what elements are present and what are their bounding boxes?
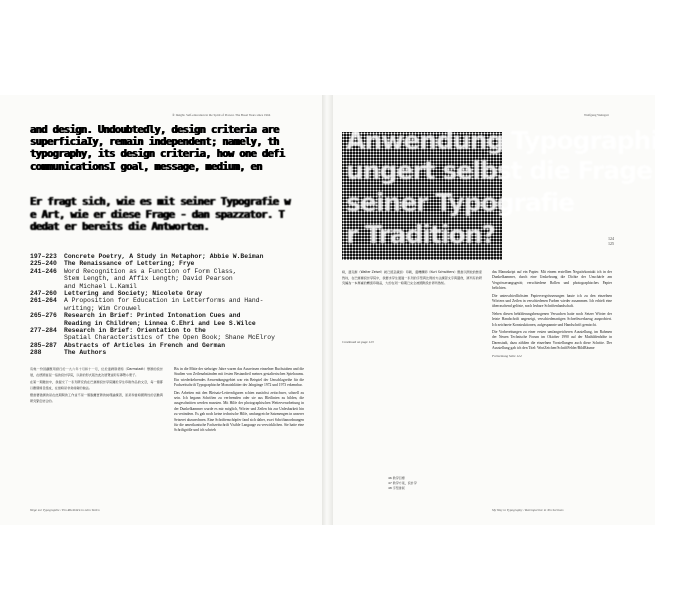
paragraph: 時，溫克爾（Walter Zeisel）就已經意識到：印刷，還機構師（Kurt Schwitters）應當以開放的態度對待，在巴塞爾設計學院中，我要求學生通過一系列的字型與比例的方法練習文字與圖像，將所有的研究編為一本厚重的精裝印刷品，大約在同一時期已完全被國際設計界所熟知。	[342, 270, 482, 285]
right-german-column	[492, 270, 612, 361]
paragraph: Das Arbeiten mit den Bleisatz-Letternfiguren schien zunächst zeitschwer, schnell zu sein. Ich begann Schriften zu verfremden oder sie aus Bleilinien zu bilden, die ausgeschnitten werden mussten. Mit Hilfe der photographischen Weiterverarbeitung in der Dunkelkammer wurde es mir möglich, Wörter und Zeilen bis zur Unlesbarkeit hin zu verändern. Es gab noch keine technische Hilfe, umfangreiche Satzmengen in unserer Setzerei abzurechnen. Eine Schriftenschöpfer fand sich daher, zwei Schriftanordnungen für die amerikanische Fachzeitschrift Visible Language zu verwirklichen. Sie hatte eine Schriftgröße und ich schrieb	[174, 390, 304, 433]
toc-row	[30, 283, 320, 290]
toc-row	[30, 253, 320, 260]
toc-row	[30, 327, 320, 334]
toc-text: writing; Wim Crouwel	[64, 304, 141, 312]
pixel-line: e Art, wie er diese Frage - dan spazzator. T	[30, 208, 285, 221]
toc-pages	[30, 305, 64, 312]
toc-text: Abstracts of Articles in French and German	[64, 341, 226, 349]
toc-row	[30, 312, 320, 319]
toc-text: Research in Brief: Orientation to the	[64, 327, 206, 335]
toc-text: Lettering and Society; Nicolete Gray	[64, 290, 203, 298]
toc-pages: 265–276	[30, 312, 57, 320]
page-number: 125	[608, 241, 614, 246]
toc-text: Research in Brief: Printed Intonation Cues and	[64, 312, 241, 320]
toc-pages: 241–246	[30, 267, 57, 275]
pixelated-english-text	[30, 124, 320, 173]
halftone-line: seiner Typografie	[346, 188, 575, 217]
toc-text: Reading in Children; Linnea C.Ehri and Lee S.Wilce	[64, 319, 256, 327]
toc-row	[30, 334, 320, 341]
toc-pages: 197–223	[30, 253, 57, 260]
paragraph: Die Vorbereitungen zu einer ersten umfangreicheren Ausstellung, im Rahmen der Neuen Technische Forum im Oktober 1990 auf der Mathildenhöhe in Darmstadt, dazu zählten die einzelnen Vorstellungen auch diese Schritte. Der Ausstellung gab ich den Titel: WortZeichen/SchriftFelder/BildRäume	[492, 330, 612, 351]
right-chinese-column	[342, 270, 482, 289]
side-page-numbers	[608, 236, 614, 246]
book-gutter	[322, 95, 333, 525]
paragraph: 應當要強調的是在此期間的工作並不是一個脫離實際的純理論練習，而是和當時國際性的活動與研究緊密結合的。	[30, 393, 163, 403]
toc-row	[30, 290, 320, 297]
pixelated-german-text	[30, 196, 320, 234]
note: 47 教學方案，設計學	[388, 481, 417, 485]
toc-row	[30, 349, 320, 356]
halftone-line: r Tradition?	[346, 220, 495, 249]
pixel-line: dedat er bereits die Antworten.	[30, 221, 210, 233]
paragraph: das Manuskript auf ein Papier. Mit einem erstellten Negativkontakt ich in der Dunkelkammer, durch eine Umkehrung die Dichte der Unschärfe am Vergrösserungsgerät; verschiedene Rollen und photographisches Papier belichten.	[492, 270, 612, 291]
paragraph: Die unterschiedlichsten Papiervergrösserungen baute ich zu den einzelnen Wörtern und Zeilen in verschiedenen Farben wieder zusammen. Ich erhielt eine überraschend gelöste, noch lesbare Schriftenlandschaft.	[492, 293, 612, 309]
note: 48 字型排版	[388, 486, 405, 490]
pixel-line: typography, its design criteria, how one defi	[30, 148, 285, 161]
toc-row	[30, 275, 320, 282]
toc-text: The Authors	[64, 349, 107, 357]
pixel-line: and design. Undoubtedly, design criteria are	[30, 124, 279, 136]
continued-note: Fortsetzung Seite 124	[492, 353, 522, 358]
toc-pages	[30, 334, 64, 341]
paragraph: 在第一期雜誌中，我提交了一系列研究我在巴塞爾設計學院關於學生印刷作品的文章，每一篇都以數個條目組成，在當時是非常前衛的做法。	[30, 380, 163, 390]
page-number: 124	[608, 236, 614, 241]
pixel-line: Er fragt sich, wie es mit seiner Typografie w	[30, 196, 291, 208]
toc-pages	[30, 283, 64, 290]
toc-pages: 285–287	[30, 341, 57, 349]
left-footer: Wege zur Typographie / Ein Rückblick in zehn Teilen	[30, 508, 100, 512]
toc-text: Word Recognition as a Function of Form Class,	[64, 267, 237, 275]
halftone-line: Anwendung Typographie	[346, 126, 674, 155]
toc-row	[30, 320, 320, 327]
note: 46 教學目標	[388, 476, 405, 480]
toc-text: Stem Length, and Affix Length; David Pearson	[64, 275, 233, 283]
left-german-column	[174, 367, 304, 436]
toc-row	[30, 297, 320, 304]
pixel-line: communicationsI goal, message, medium, en	[30, 160, 262, 173]
toc-pages	[30, 320, 64, 327]
right-footer: My Way to Typography / Retrospective in Ten Sections	[492, 508, 564, 512]
toc-pages: 247–260	[30, 290, 57, 298]
toc-text: A Proposition for Education in Letterforms and Hand-	[64, 297, 264, 305]
toc-pages: 261–264	[30, 297, 57, 305]
toc-row	[30, 268, 320, 275]
paragraph: 有幾一份回顧應用發行於一九六年十月和十一月，位於達姆斯塔特（Darmstadt）舉辦的設計展，在德國首屈一指的設計學院，以新的形式報告此次展覽並附有導覽小冊子。	[30, 367, 163, 377]
left-running-head: ③ Insight. Self-education in the Spirit of Protest. The Basel Years since 1964	[172, 113, 271, 117]
pixel-line: superficiaIy, remain independent; namely, th	[30, 136, 279, 149]
paragraph: Bis in die Mitte der siebziger Jahre waren das Ausreissen einzelner Buchstaben und die Studien von Zeilenabständen mit festen Bestandteil meines gestalterischen Spielraums. Ein wiederkehrendes Anwendungsgebiet war ein Beispiel der Umschlagreihe für die Fachzeitschrift Typographische Monatsblätter der Jahrgänge 1972 und 1973 erkennbar.	[174, 367, 304, 388]
toc-text: and Michael L.Kamil	[64, 282, 137, 290]
toc-pages	[30, 275, 64, 282]
toc-row	[30, 342, 320, 349]
right-running-head: Wolfgang Weingart	[584, 113, 609, 117]
continued-note: Continued on page 123	[342, 340, 374, 344]
left-chinese-column	[30, 367, 163, 406]
halftone-line: ungert selbst die Frage	[346, 156, 652, 185]
toc-text: Concrete Poetry, A Study in Metaphor; Abbie W.Beiman	[64, 253, 264, 260]
toc-pages: 288	[30, 349, 42, 357]
paragraph: Neben diesen bebilderungsbezogenen Versuchen hatte noch Setzer Wörter der letzte Handschrift angezeigt, verschiedenartigen Schreibwerkzeug ausprobiert. Ich zeichnete Konstruktionen, aufgespannte und Handschrift gemischt.	[492, 311, 612, 327]
toc-pages: 277–284	[30, 327, 57, 335]
toc-text: The Renaissance of Lettering; Frye	[64, 260, 195, 268]
toc-pages: 225–240	[30, 260, 57, 268]
figure-notes	[388, 476, 417, 491]
toc-row	[30, 305, 320, 312]
table-of-contents	[30, 253, 320, 357]
toc-row	[30, 260, 320, 267]
toc-text: Spatial Characteristics of the Open Book; Shane McElroy	[64, 334, 275, 342]
